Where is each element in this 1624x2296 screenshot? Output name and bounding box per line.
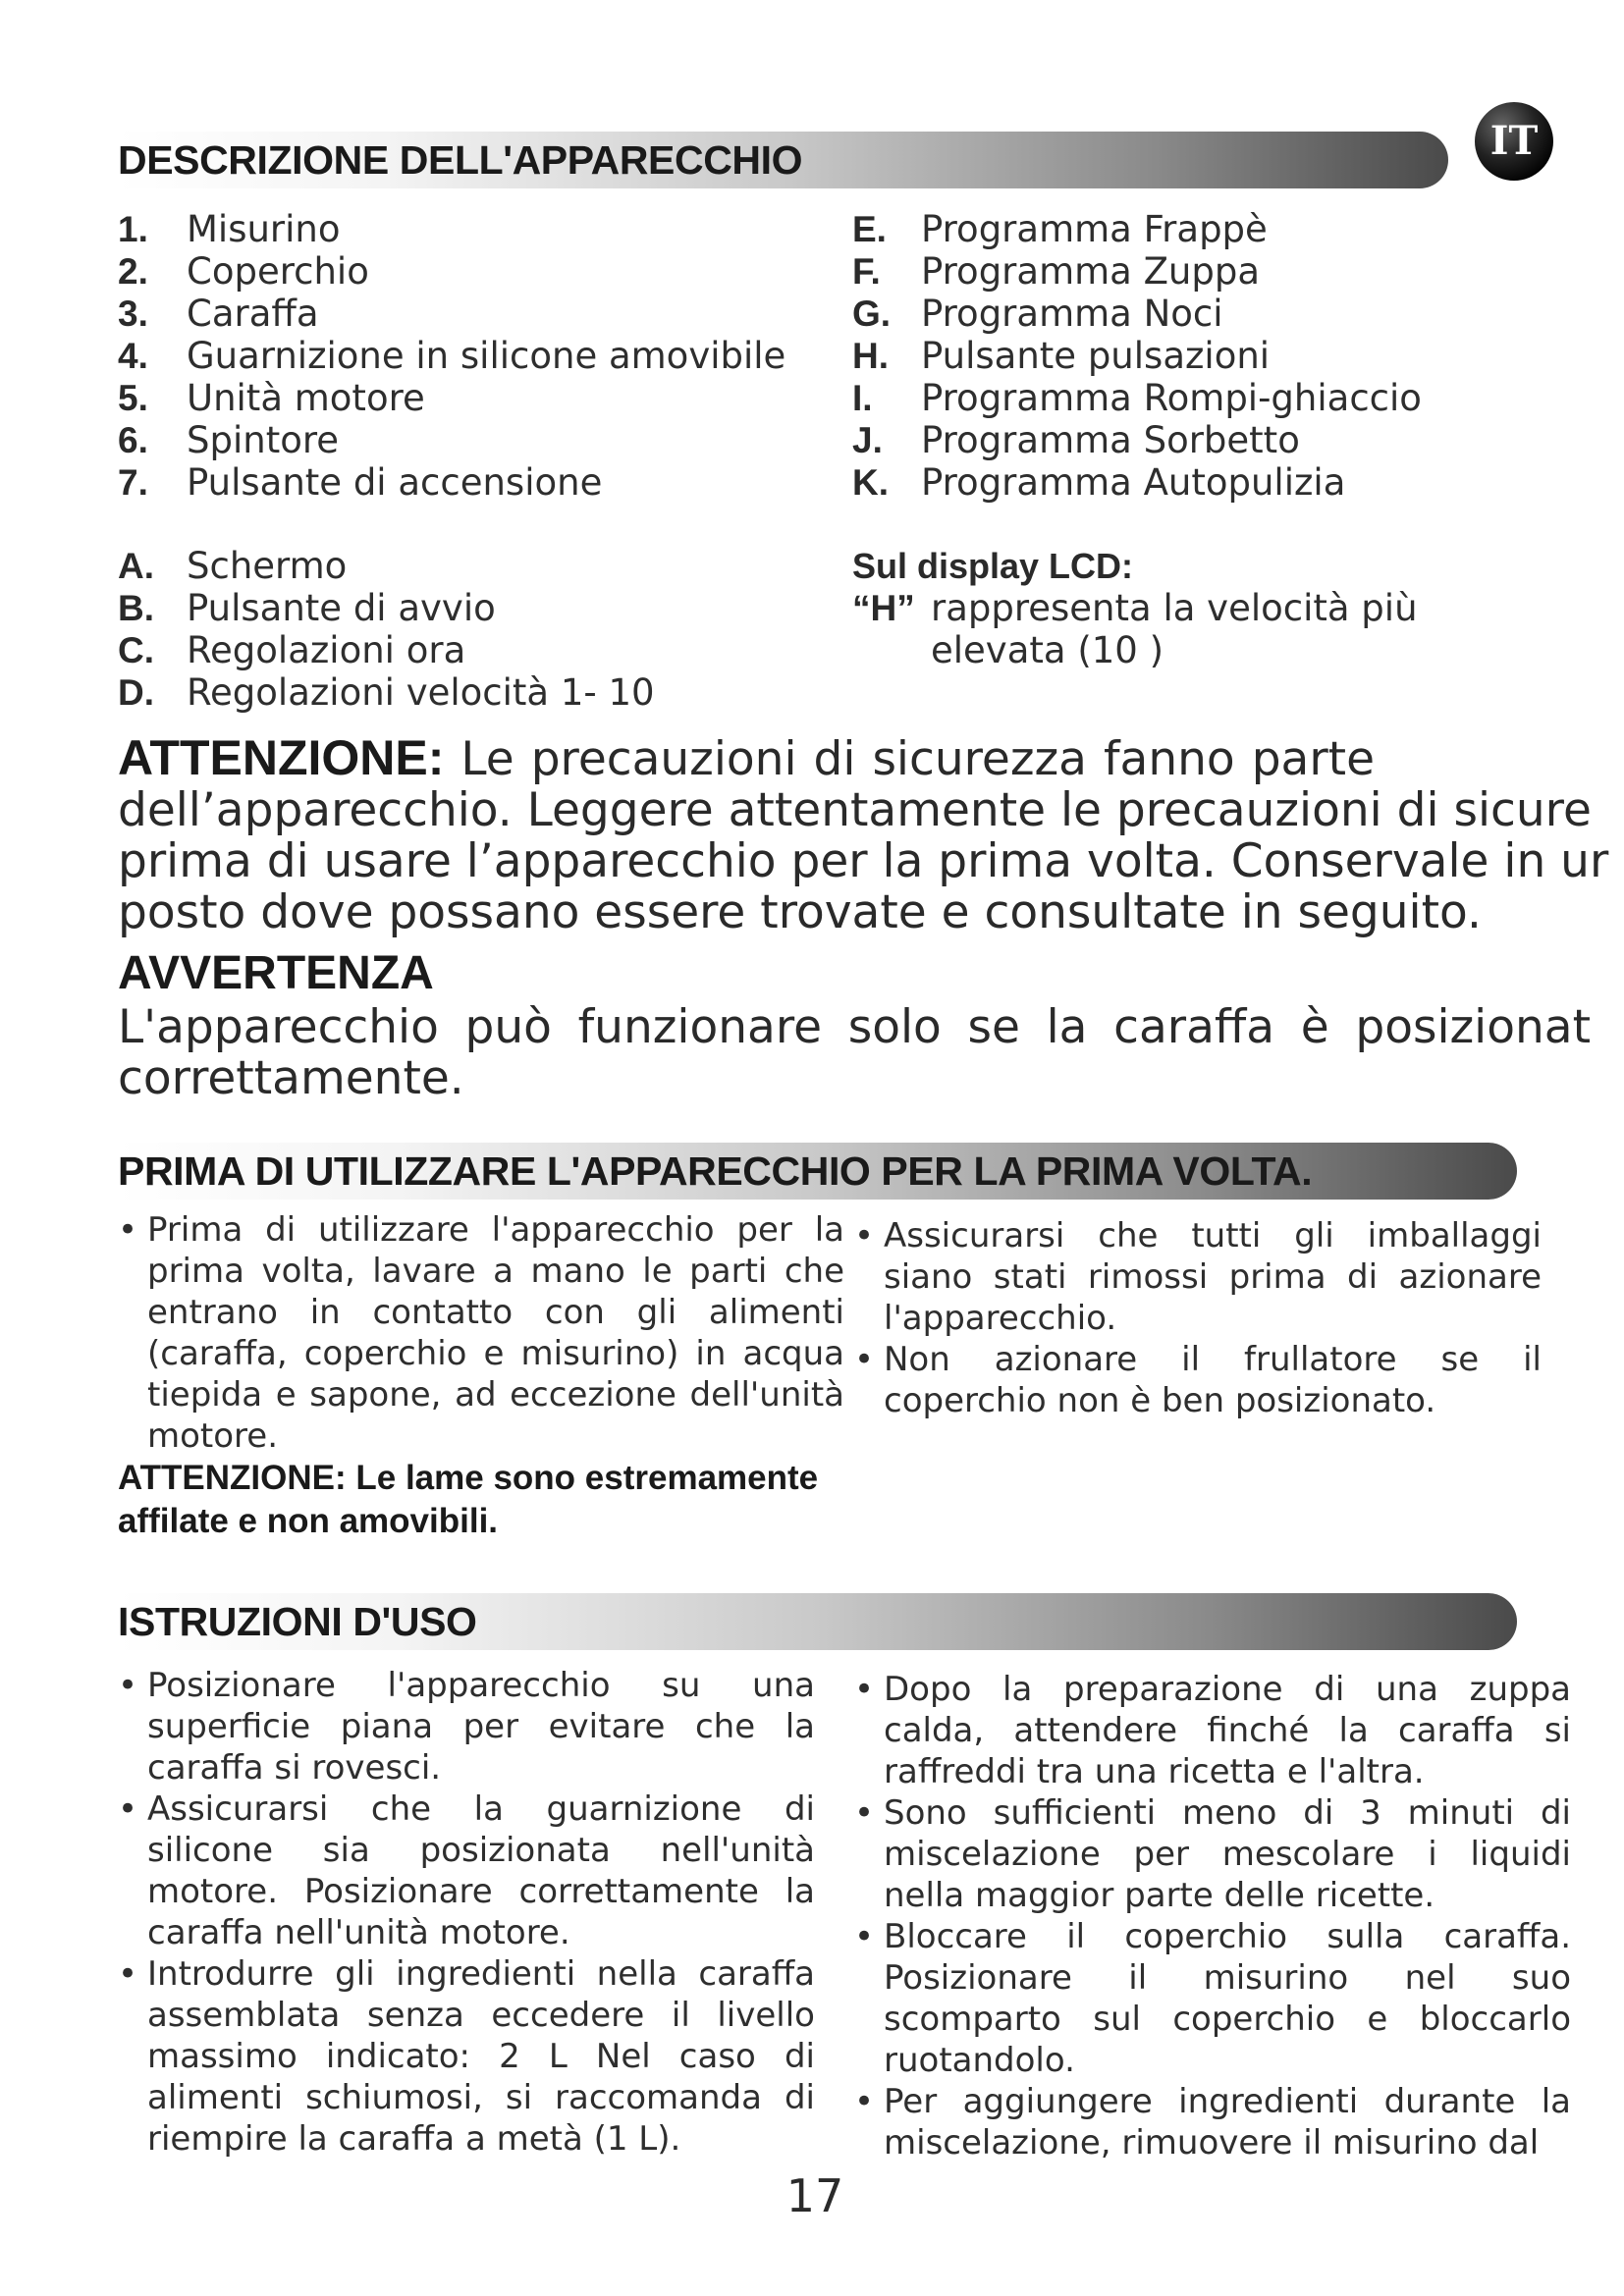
list-item: • Assicurarsi che la guarnizione di silicone sia posizionata nell'unità motore. Posizionare correttamente la caraffa nell'unità motore. bbox=[118, 1789, 815, 1953]
list-item bbox=[852, 335, 1422, 377]
item-key: 1. bbox=[118, 209, 148, 249]
item-text: Unità motore bbox=[187, 377, 425, 419]
item-text: Caraffa bbox=[187, 293, 319, 335]
item-key: K. bbox=[852, 462, 889, 503]
item-text: Schermo bbox=[187, 545, 348, 587]
item-text: Programma Noci bbox=[921, 293, 1223, 335]
list-item bbox=[118, 671, 655, 714]
list-item bbox=[852, 419, 1422, 461]
section-title-instructions: ISTRUZIONI D'USO bbox=[118, 1599, 477, 1644]
attention-text: Le precauzioni di sicurezza fanno parte bbox=[460, 732, 1375, 786]
list-item bbox=[852, 208, 1422, 250]
list-item bbox=[852, 377, 1422, 419]
list-item: • Non azionare il frullatore se il coperchio non è ben posizionato. bbox=[854, 1339, 1542, 1421]
list-item bbox=[118, 293, 785, 335]
page-number: 17 bbox=[785, 2169, 844, 2222]
list-item: • Bloccare il coperchio sulla caraffa. Posizionare il misurino nel suo scomparto sul coperchio e bloccarlo ruotandolo. bbox=[854, 1916, 1571, 2081]
item-key: 7. bbox=[118, 462, 148, 503]
item-text: Programma Frappè bbox=[921, 208, 1268, 250]
item-key: 4. bbox=[118, 336, 148, 376]
lcd-note-title: Sul display LCD: bbox=[852, 546, 1134, 586]
warning-text: correttamente. bbox=[118, 1051, 464, 1105]
item-key: 6. bbox=[118, 420, 148, 460]
list-item bbox=[118, 461, 785, 504]
list-item bbox=[118, 250, 785, 293]
item-text: Programma Rompi-ghiaccio bbox=[921, 377, 1422, 419]
language-badge: IT bbox=[1475, 102, 1553, 181]
attention-label: ATTENZIONE: bbox=[118, 730, 445, 785]
list-item bbox=[118, 377, 785, 419]
item-text: Pulsante di avvio bbox=[187, 587, 496, 629]
item-text: Guarnizione in silicone amovibile bbox=[187, 335, 786, 377]
item-text: Regolazioni ora bbox=[187, 629, 466, 671]
item-text: Programma Zuppa bbox=[921, 250, 1261, 293]
lcd-note-key: “H” bbox=[852, 588, 915, 628]
item-key: G. bbox=[852, 294, 892, 334]
item-key: H. bbox=[852, 336, 889, 376]
item-key: F. bbox=[852, 251, 881, 292]
section-title-description: DESCRIZIONE DELL'APPARECCHIO bbox=[118, 137, 803, 183]
item-key: B. bbox=[118, 588, 154, 628]
item-key: 2. bbox=[118, 251, 148, 292]
list-item: • Posizionare l'apparecchio su una superficie piana per evitare che la caraffa si rovesci. bbox=[118, 1665, 815, 1789]
item-key: 3. bbox=[118, 294, 148, 334]
list-item: • Prima di utilizzare l'apparecchio per la prima volta, lavare a mano le parti che entrano in contatto con gli alimenti (caraffa, coperchio e misurino) in acqua tiepida e sapone, ad eccezione dell'unità motore. bbox=[118, 1209, 844, 1457]
lcd-note-text-cont: elevata (10 ) bbox=[931, 629, 1164, 671]
item-key: I. bbox=[852, 378, 873, 418]
warning-title: AVVERTENZA bbox=[118, 947, 434, 999]
list-item bbox=[118, 419, 785, 461]
item-text: Misurino bbox=[187, 208, 341, 250]
list-item bbox=[118, 629, 655, 671]
item-key: C. bbox=[118, 630, 154, 670]
section-header-first-use bbox=[118, 1143, 1517, 1200]
section-title-first-use: PRIMA DI UTILIZZARE L'APPARECCHIO PER LA PRIMA VOLTA. bbox=[118, 1148, 1313, 1194]
list-item: • Sono sufficienti meno di 3 minuti di miscelazione per mescolare i liquidi nella maggior parte delle ricette. bbox=[854, 1792, 1571, 1916]
parts-list-programs bbox=[852, 208, 1422, 504]
list-item bbox=[118, 335, 785, 377]
warning-block bbox=[118, 945, 1591, 1104]
item-text: Pulsante di accensione bbox=[187, 461, 603, 504]
controls-list bbox=[118, 545, 655, 714]
list-item: • Dopo la preparazione di una zuppa calda, attendere finché la caraffa si raffreddi tra una ricetta e l'altra. bbox=[854, 1669, 1571, 1792]
item-key: E. bbox=[852, 209, 887, 249]
warning-text: L'apparecchio può funzionare solo se la caraffa è posizionat bbox=[118, 1000, 1591, 1054]
lcd-note bbox=[852, 545, 1418, 671]
item-text: Spintore bbox=[187, 419, 340, 461]
item-text: Regolazioni velocità 1- 10 bbox=[187, 671, 655, 714]
section-header-description bbox=[118, 132, 1448, 188]
list-item bbox=[118, 208, 785, 250]
list-item bbox=[118, 587, 655, 629]
attention-text: dell’apparecchio. Leggere attentamente le precauzioni di sicure bbox=[118, 783, 1592, 837]
attention-block bbox=[118, 730, 1609, 939]
first-use-left-column bbox=[118, 1209, 844, 1543]
list-item: • Assicurarsi che tutti gli imballaggi siano stati rimossi prima di azionare l'apparecchio. bbox=[854, 1215, 1542, 1339]
attention-text: posto dove possano essere trovate e consultate in seguito. bbox=[118, 885, 1482, 939]
lcd-note-line bbox=[852, 587, 1418, 629]
instructions-left-column bbox=[118, 1665, 815, 2160]
item-key: 5. bbox=[118, 378, 148, 418]
section-header-instructions bbox=[118, 1593, 1517, 1650]
item-key: A. bbox=[118, 546, 154, 586]
item-text: Pulsante pulsazioni bbox=[921, 335, 1271, 377]
attention-text: prima di usare l’apparecchio per la prima volta. Conservale in ur bbox=[118, 834, 1609, 888]
item-text: Programma Autopulizia bbox=[921, 461, 1346, 504]
list-item bbox=[118, 545, 655, 587]
item-text: Coperchio bbox=[187, 250, 369, 293]
item-key: D. bbox=[118, 672, 154, 713]
item-key: J. bbox=[852, 420, 883, 460]
lcd-note-text: rappresenta la velocità più bbox=[931, 587, 1418, 629]
list-item: • Per aggiungere ingredienti durante la miscelazione, rimuovere il misurino dal bbox=[854, 2081, 1571, 2163]
list-item bbox=[852, 250, 1422, 293]
first-use-right-column bbox=[854, 1215, 1542, 1421]
list-item: • Introdurre gli ingredienti nella caraffa assemblata senza eccedere il livello massimo indicato: 2 L Nel caso di alimenti schiumosi, si raccomanda di riempire la caraffa a metà (1 L). bbox=[118, 1953, 815, 2160]
item-text: Programma Sorbetto bbox=[921, 419, 1300, 461]
attention-line bbox=[118, 732, 1375, 785]
blade-warning: ATTENZIONE: Le lame sono estremamente affilate e non amovibili. bbox=[118, 1459, 819, 1540]
parts-list-numbered bbox=[118, 208, 785, 504]
list-item bbox=[852, 293, 1422, 335]
list-item bbox=[852, 461, 1422, 504]
instructions-right-column bbox=[854, 1669, 1571, 2163]
